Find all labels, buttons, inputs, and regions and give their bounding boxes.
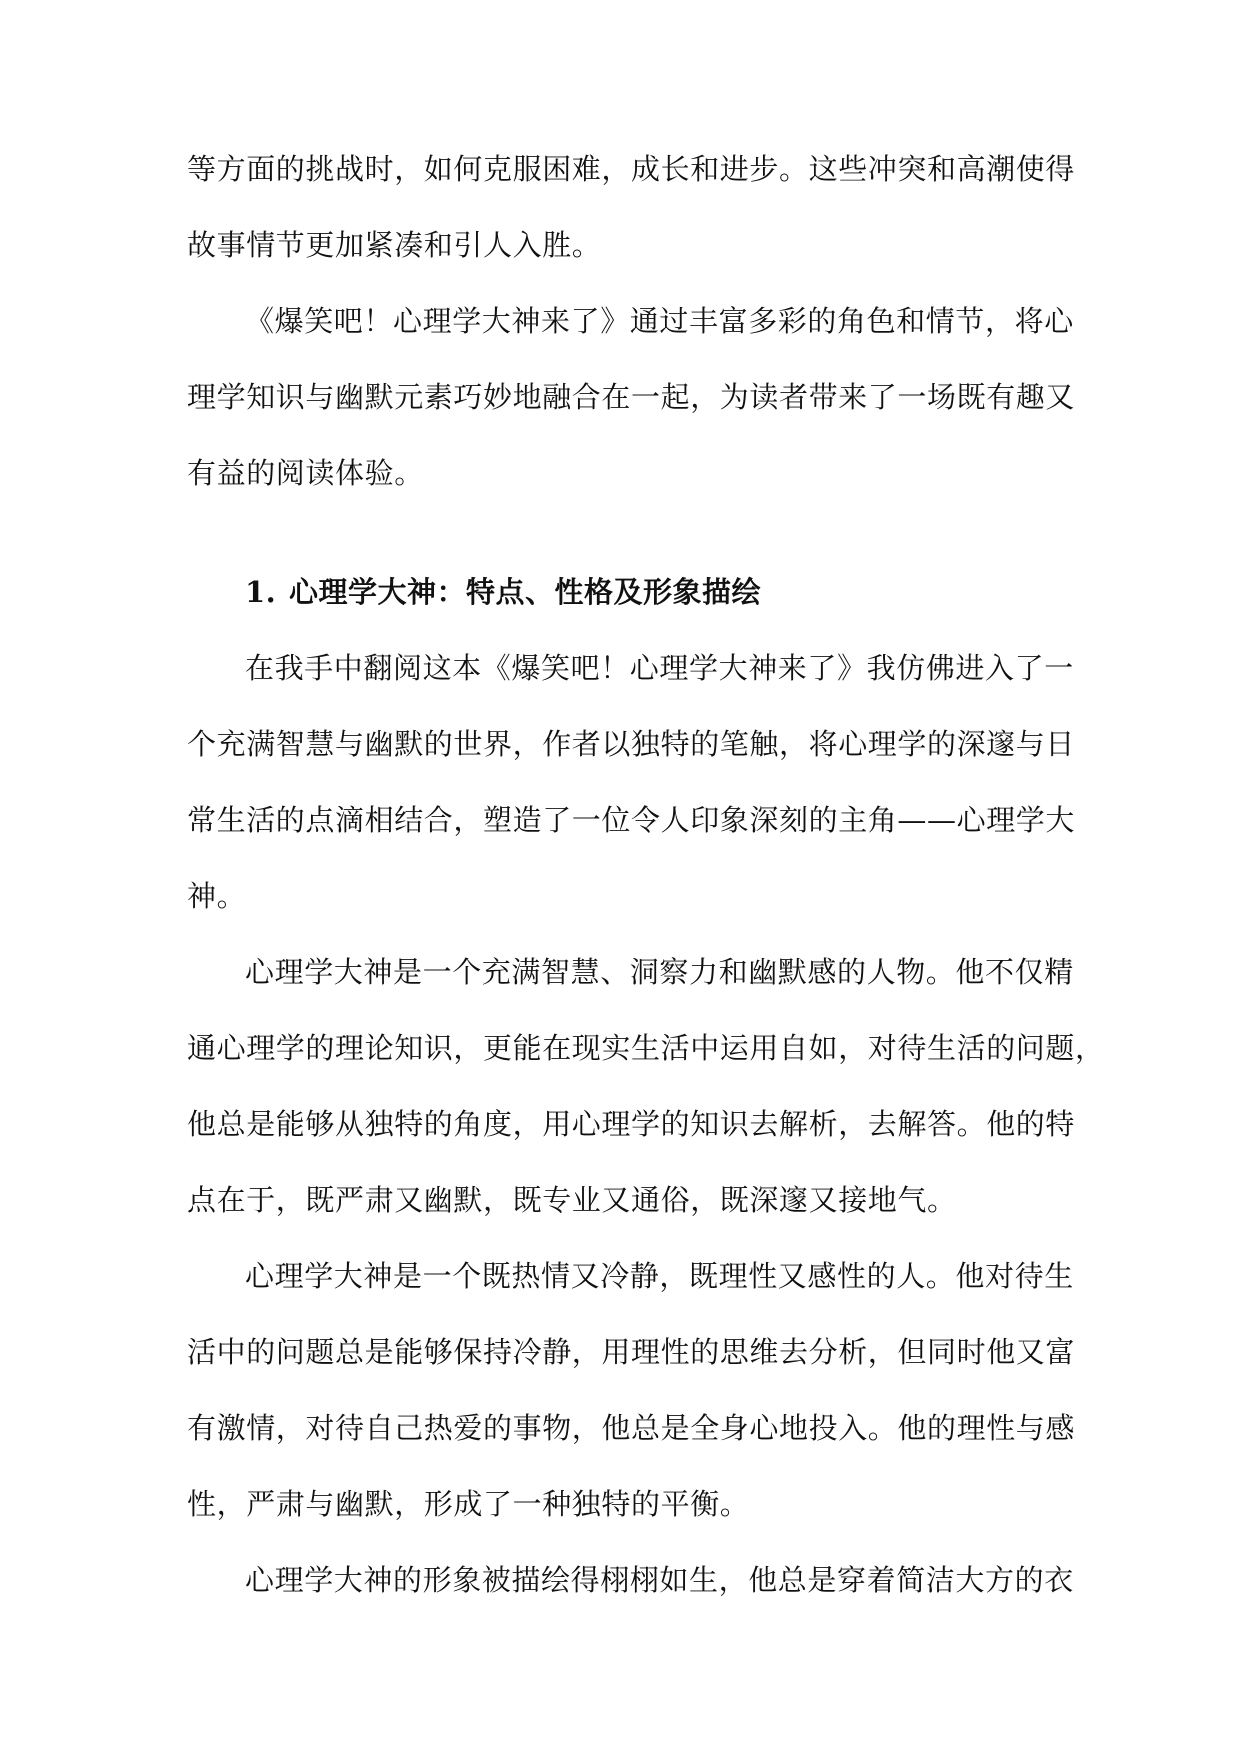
paragraph-line: 神。: [187, 879, 247, 913]
section-spacing: [187, 521, 1052, 564]
section-title: 心理学大神：特点、性格及形象描绘: [289, 575, 762, 609]
paragraph-4: [187, 1552, 1074, 1628]
paragraph-line: 通心理学的理论知识，更能在现实生活中运用自如，对待生活的问题，: [187, 1031, 1105, 1065]
paragraph-line: 在我手中翻阅这本《爆笑吧！心理学大神来了》我仿佛进入了一: [245, 651, 1074, 685]
paragraph-line: 心理学大神是一个充满智慧、洞察力和幽默感的人物。他不仅精: [245, 955, 1074, 989]
section-heading: [187, 564, 1052, 640]
paragraph-line: 理学知识与幽默元素巧妙地融合在一起，为读者带来了一场既有趣又: [187, 380, 1076, 414]
paragraph-line: 等方面的挑战时，如何克服困难，成长和进步。这些冲突和高潮使得: [187, 152, 1076, 186]
paragraph-2: [187, 944, 1105, 1248]
paragraph-line: 常生活的点滴相结合，塑造了一位令人印象深刻的主角——心理学大: [187, 803, 1076, 837]
document-body: [187, 141, 1105, 1628]
continued-paragraph: [187, 141, 1076, 293]
paragraph-line: 他总是能够从独特的角度，用心理学的知识去解析，去解答。他的特: [187, 1107, 1076, 1141]
paragraph-line: 故事情节更加紧凑和引人入胜。: [187, 228, 602, 262]
paragraph-line: 《爆笑吧！心理学大神来了》通过丰富多彩的角色和情节，将心: [245, 304, 1074, 338]
paragraph-line: 活中的问题总是能够保持冷静，用理性的思维去分析，但同时他又富: [187, 1335, 1076, 1369]
paragraph-1: [187, 640, 1076, 944]
paragraph-line: 个充满智慧与幽默的世界，作者以独特的笔触，将心理学的深邃与日: [187, 727, 1076, 761]
paragraph-line: 有益的阅读体验。: [187, 456, 424, 490]
paragraph-line: 心理学大神是一个既热情又冷静，既理性又感性的人。他对待生: [245, 1259, 1074, 1293]
paragraph-line: 性，严肃与幽默，形成了一种独特的平衡。: [187, 1487, 750, 1521]
paragraph-line: 有激情，对待自己热爱的事物，他总是全身心地投入。他的理性与感: [187, 1411, 1076, 1445]
paragraph-3: [187, 1248, 1076, 1552]
summary-paragraph: [187, 293, 1076, 521]
paragraph-line: 点在于，既严肃又幽默，既专业又通俗，既深邃又接地气。: [187, 1183, 957, 1217]
section-number: 1.: [245, 575, 277, 609]
paragraph-line: 心理学大神的形象被描绘得栩栩如生，他总是穿着简洁大方的衣: [245, 1563, 1074, 1597]
